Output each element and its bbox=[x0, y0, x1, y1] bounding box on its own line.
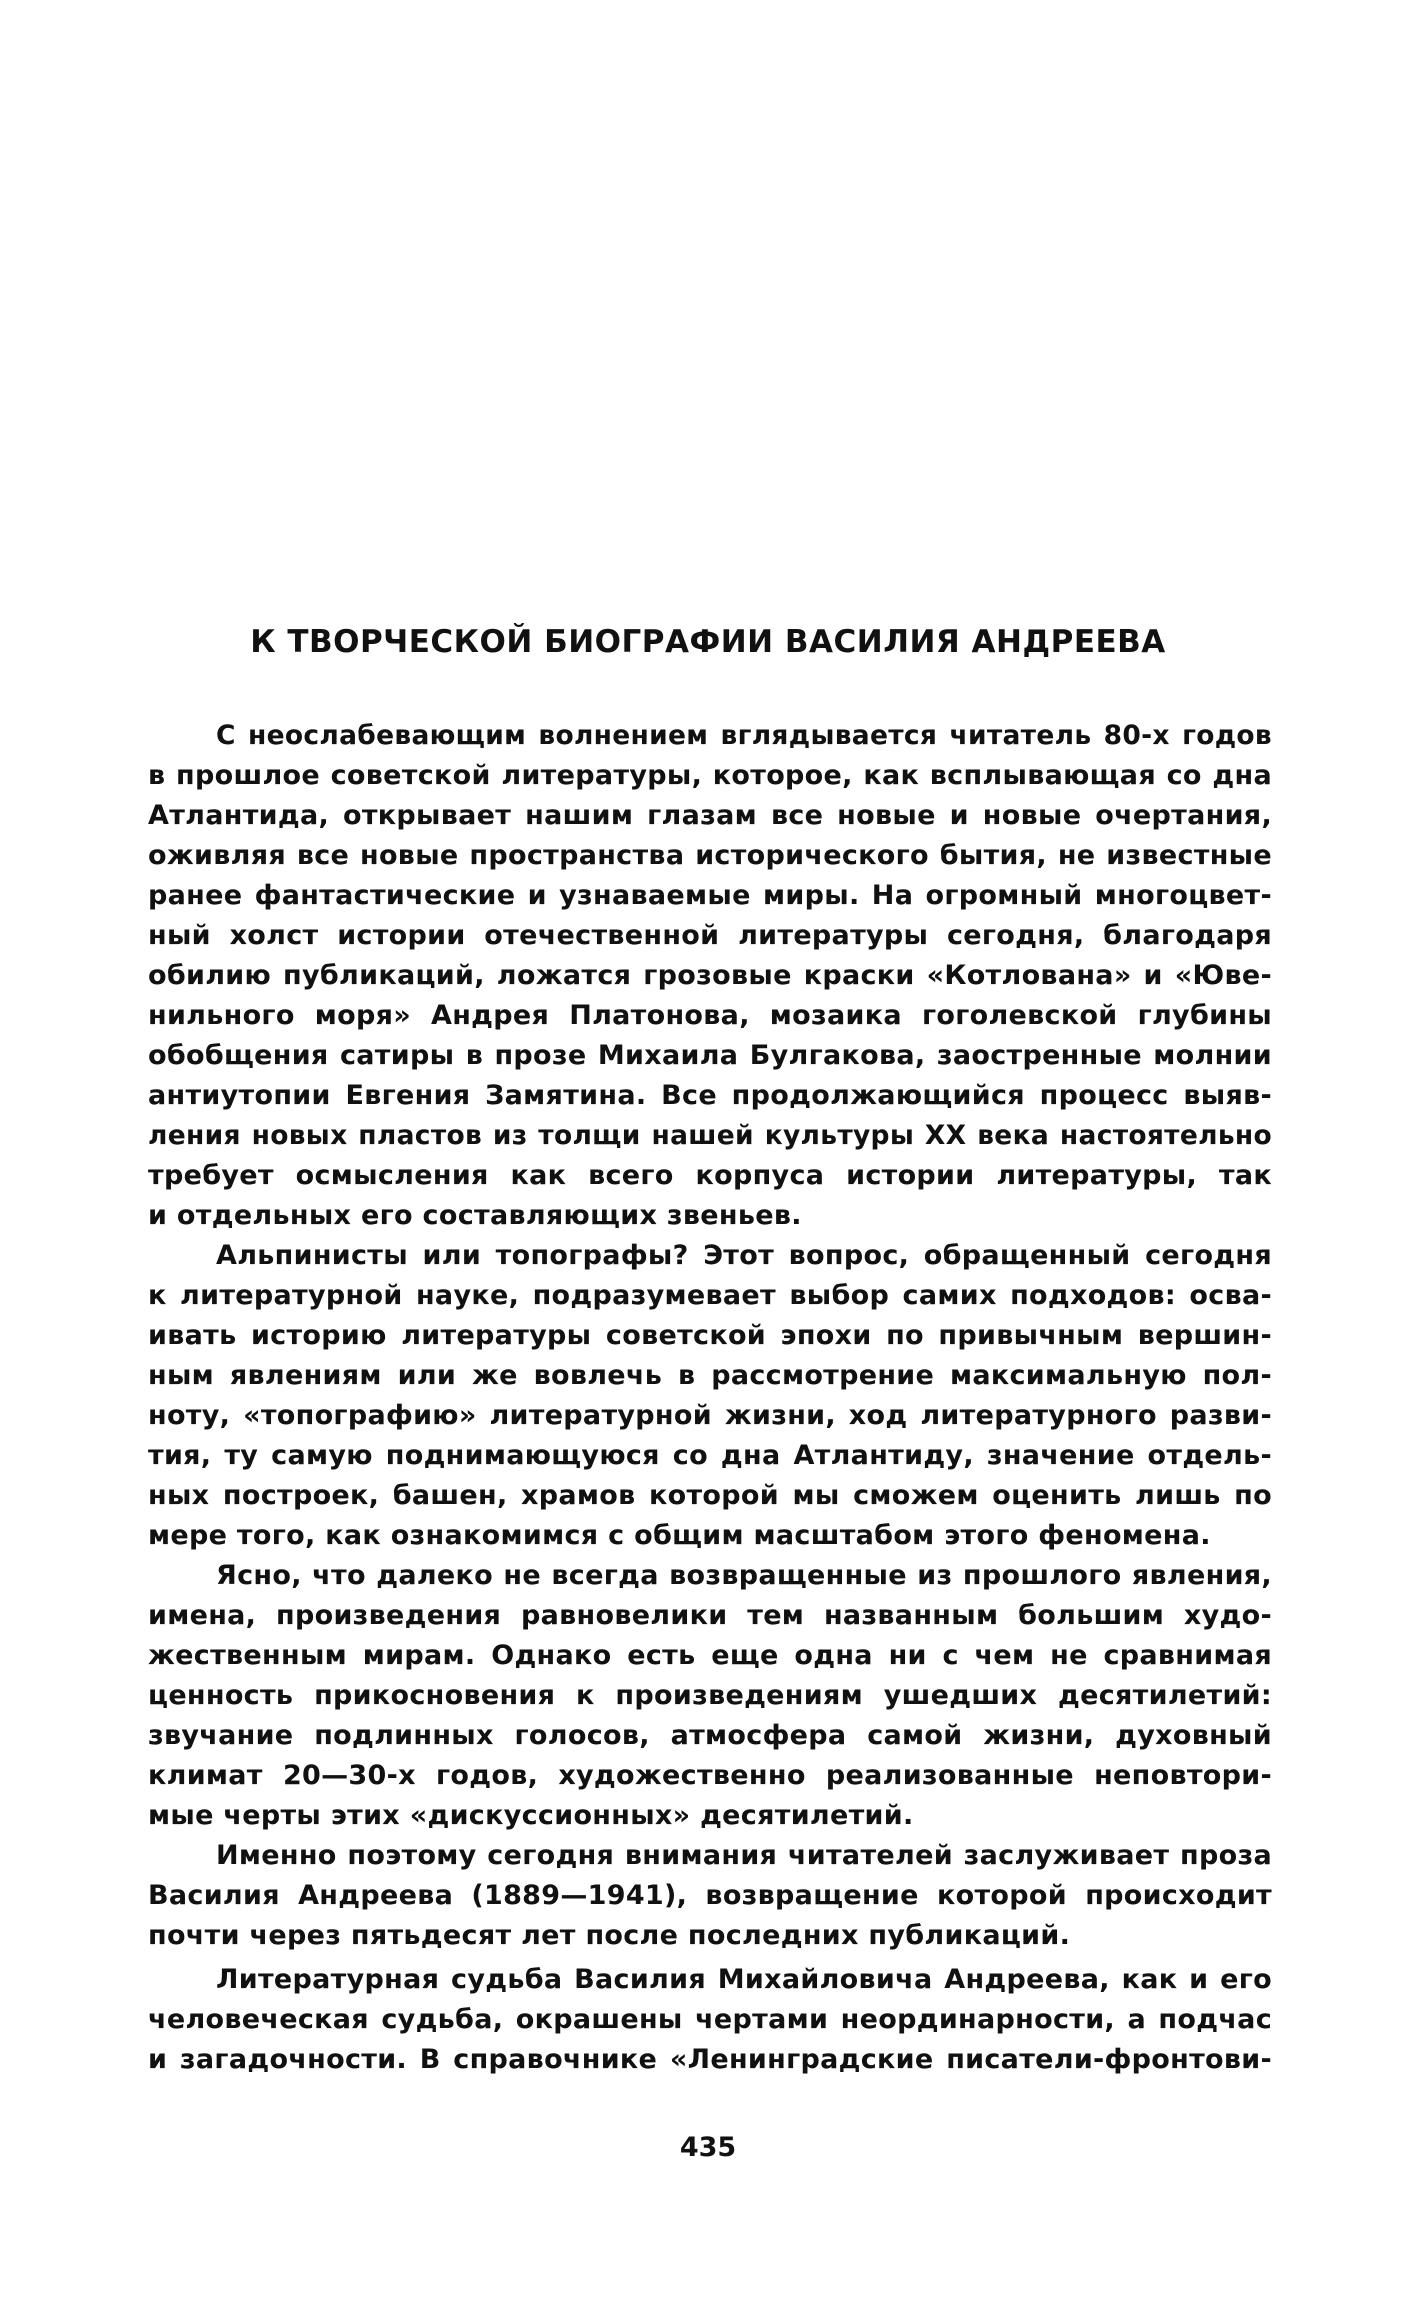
text-line: имена, произведения равновелики тем названным большим худо- bbox=[148, 1600, 1272, 1631]
text-line: обилию публикаций, ложатся грозовые краски «Котлована» и «Юве- bbox=[148, 960, 1272, 991]
text-line: ивать историю литературы советской эпохи по привычным вершин- bbox=[148, 1320, 1272, 1351]
text-line: Литературная судьба Василия Михайловича Андреева, как и его bbox=[216, 1964, 1272, 1995]
page-number: 435 bbox=[679, 2132, 737, 2163]
text-line: жественным мирам. Однако есть еще одна ни с чем не сравнимая bbox=[148, 1640, 1272, 1671]
text-line: Атлантида, открывает нашим глазам все новые и новые очертания, bbox=[148, 800, 1272, 831]
text-line: ноту, «топографию» литературной жизни, ход литературного разви- bbox=[148, 1400, 1272, 1431]
text-line: ных построек, башен, храмов которой мы сможем оценить лишь по bbox=[148, 1480, 1272, 1511]
text-line: обобщения сатиры в прозе Михаила Булгакова, заостренные молнии bbox=[148, 1040, 1272, 1071]
text-line: в прошлое советской литературы, которое, как всплывающая со дна bbox=[148, 760, 1272, 791]
text-line: человеческая судьба, окрашены чертами неординарности, а подчас bbox=[148, 2004, 1272, 2035]
text-line: Именно поэтому сегодня внимания читателей заслуживает проза bbox=[216, 1840, 1272, 1871]
text-line: мые черты этих «дискуссионных» десятилетий. bbox=[148, 1800, 914, 1831]
paragraph-2 bbox=[148, 1236, 1272, 1556]
text-line: к литературной науке, подразумевает выбор самих подходов: осва- bbox=[148, 1280, 1272, 1311]
text-line: почти через пятьдесят лет после последних публикаций. bbox=[148, 1920, 1071, 1951]
text-line: нильного моря» Андрея Платонова, мозаика гоголевской глубины bbox=[148, 1000, 1272, 1031]
text-line: ления новых пластов из толщи нашей культуры XX века настоятельно bbox=[148, 1120, 1272, 1151]
text-line: звучание подлинных голосов, атмосфера самой жизни, духовный bbox=[148, 1720, 1272, 1751]
body-text bbox=[148, 716, 1272, 2080]
text-line: Василия Андреева (1889—1941), возвращение которой происходит bbox=[148, 1880, 1272, 1911]
text-line: ранее фантастические и узнаваемые миры. На огромный многоцвет- bbox=[148, 880, 1272, 911]
text-line: ный холст истории отечественной литературы сегодня, благодаря bbox=[148, 920, 1272, 951]
paragraph-4 bbox=[148, 1836, 1272, 1956]
text-line: Альпинисты или топографы? Этот вопрос, обращенный сегодня bbox=[216, 1240, 1272, 1271]
text-line: антиутопии Евгения Замятина. Все продолжающийся процесс выяв- bbox=[148, 1080, 1272, 1111]
text-line: тия, ту самую поднимающуюся со дна Атлантиду, значение отдель- bbox=[148, 1440, 1272, 1471]
text-line: С неослабевающим волнением вглядывается читатель 80-х годов bbox=[216, 720, 1272, 751]
text-line: оживляя все новые пространства исторического бытия, не известные bbox=[148, 840, 1272, 871]
text-line: климат 20—30-х годов, художественно реализованные неповтори- bbox=[148, 1760, 1272, 1791]
text-line: ценность прикосновения к произведениям ушедших десятилетий: bbox=[148, 1680, 1272, 1711]
paragraph-1 bbox=[148, 716, 1272, 1236]
text-line: Ясно, что далеко не всегда возвращенные из прошлого явления, bbox=[216, 1560, 1272, 1591]
text-line: мере того, как ознакомимся с общим масштабом этого феномена. bbox=[148, 1520, 1211, 1551]
paragraph-3 bbox=[148, 1556, 1272, 1836]
text-line: и отдельных его составляющих звеньев. bbox=[148, 1200, 802, 1231]
text-line: требует осмысления как всего корпуса истории литературы, так bbox=[148, 1160, 1272, 1191]
paragraph-5 bbox=[148, 1960, 1272, 2080]
chapter-title: К ТВОРЧЕСКОЙ БИОГРАФИИ ВАСИЛИЯ АНДРЕЕВА bbox=[250, 624, 1166, 660]
text-line: и загадочности. В справочнике «Ленинградские писатели-фронтови- bbox=[148, 2044, 1272, 2075]
text-line: ным явлениям или же вовлечь в рассмотрение максимальную пол- bbox=[148, 1360, 1272, 1391]
